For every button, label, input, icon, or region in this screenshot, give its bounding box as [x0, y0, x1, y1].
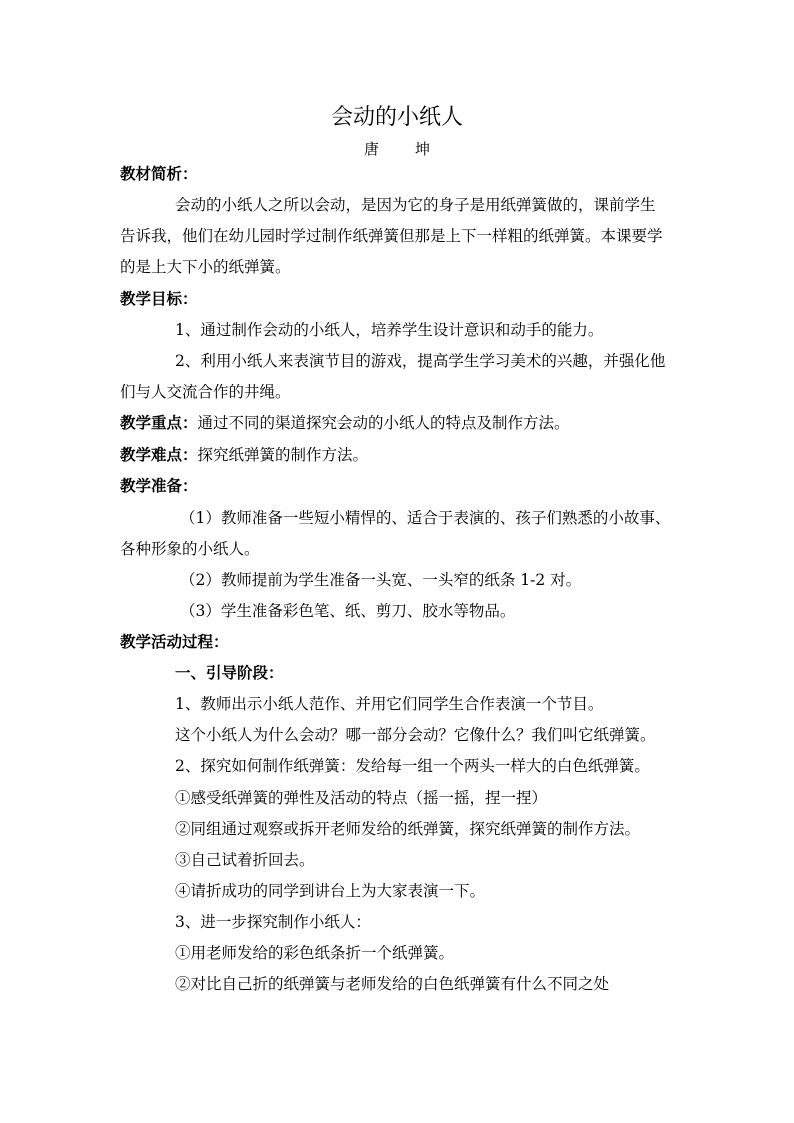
author-given-name: 坤	[415, 140, 431, 158]
process-line: ②同组通过观察或拆开老师发给的纸弹簧，探究纸弹簧的制作方法。	[175, 820, 641, 838]
author-surname: 唐	[363, 140, 379, 158]
section-heading-key: 教学重点：	[120, 414, 198, 432]
process-line: ②对比自己折的纸弹簧与老师发给的白色纸弹簧有什么不同之处	[175, 975, 610, 993]
analysis-line: 的是上大下小的纸弹簧。	[120, 258, 291, 276]
analysis-line: 会动的小纸人之所以会动，是因为它的身子是用纸弹簧做的，课前学生	[175, 196, 656, 214]
prep-line: （1）教师准备一些短小精悍的、适合于表演的、孩子们熟悉的小故事、	[180, 509, 671, 527]
difficulty-text: 探究纸弹簧的制作方法。	[197, 446, 369, 464]
difficulty-line	[120, 444, 680, 466]
section-heading-goals: 教学目标：	[120, 290, 198, 308]
analysis-line: 告诉我，他们在幼儿园时学过制作纸弹簧但那是上下一样粗的纸弹簧。本课要学	[120, 227, 663, 245]
section-heading-difficulty: 教学难点：	[120, 446, 198, 464]
process-line: 这个小纸人为什么会动？哪一部分会动？它像什么？我们叫它纸弹簧。	[175, 726, 656, 744]
document-title: 会动的小纸人	[330, 105, 463, 130]
goal-line: 们与人交流合作的井绳。	[120, 383, 291, 401]
process-line: ①用老师发给的彩色纸条折一个纸弹簧。	[175, 944, 455, 962]
goal-line: 2、利用小纸人来表演节目的游戏，提高学生学习美术的兴趣，并强化他	[175, 352, 666, 370]
author-line	[0, 139, 794, 159]
prep-line: （2）教师提前为学生准备一头宽、一头窄的纸条 1-2 对。	[180, 571, 582, 589]
section-heading-process: 教学活动过程：	[120, 633, 229, 651]
key-point-text: 通过不同的渠道探究会动的小纸人的特点及制作方法。	[197, 414, 570, 432]
stage-heading-guide: 一、引导阶段：	[175, 664, 284, 682]
process-line: ③自己试着折回去。	[175, 851, 315, 869]
goal-line: 1、通过制作会动的小纸人，培养学生设计意识和动手的能力。	[175, 321, 604, 339]
prep-line: （3）学生准备彩色笔、纸、剪刀、胶水等物品。	[180, 602, 516, 620]
process-line: 2、探究如何制作纸弹簧：发给每一组一个两头一样大的白色纸弹簧。	[175, 757, 650, 775]
process-line: ④请折成功的同学到讲台上为大家表演一下。	[175, 882, 486, 900]
section-heading-analysis: 教材简析：	[120, 165, 198, 183]
section-heading-preparation: 教学准备：	[120, 477, 198, 495]
process-line: ①感受纸弹簧的弹性及活动的特点（摇一摇，捏一捏）	[175, 789, 548, 807]
key-point-line	[120, 412, 680, 434]
process-line: 3、进一步探究制作小纸人：	[175, 913, 371, 931]
prep-line: 各种形象的小纸人。	[120, 540, 260, 558]
process-line: 1、教师出示小纸人范作、并用它们同学生合作表演一个节目。	[175, 695, 604, 713]
